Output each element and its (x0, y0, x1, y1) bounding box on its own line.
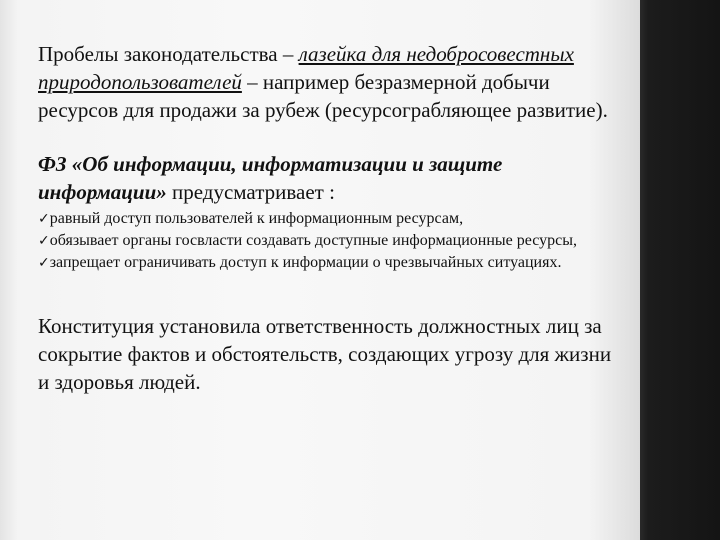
list-item (38, 230, 623, 252)
list-item-text: запрещает ограничивать доступ к информации о чрезвычайных ситуациях. (49, 254, 562, 271)
checkmark-icon: ✓ (38, 211, 50, 227)
dark-sidebar (640, 0, 720, 540)
checkmark-icon: ✓ (38, 233, 50, 249)
loopholes-text-end: – например безразмерной добычи ресурсов для продажи за рубеж (ресурсограбляющее развитие). (38, 70, 608, 122)
checkmark-icon: ✓ (38, 255, 50, 271)
paragraph-loopholes (38, 40, 623, 124)
provisions-list (38, 208, 623, 274)
paragraph-constitution: Конституция установила ответственность должностных лиц за сокрытие фактов и обстоятельств, создающих угрозу для жизни и здоровья людей. (38, 314, 612, 394)
loopholes-text-start: Пробелы законодательства – (38, 42, 299, 66)
slide-content (38, 40, 623, 396)
paragraph-law (38, 150, 623, 206)
list-item-text: равный доступ пользователей к информационным ресурсам, (49, 210, 464, 227)
list-item (38, 252, 623, 274)
list-item-text: обязывает органы госвласти создавать доступные информационные ресурсы, (49, 232, 577, 249)
list-item (38, 208, 623, 230)
loophole-emphasis: лазейка для недобросовестных природопользователей (38, 42, 574, 94)
law-title: ФЗ «Об информации, информатизации и защите информации» (38, 152, 503, 204)
law-tail: предусматривает : (166, 180, 335, 204)
